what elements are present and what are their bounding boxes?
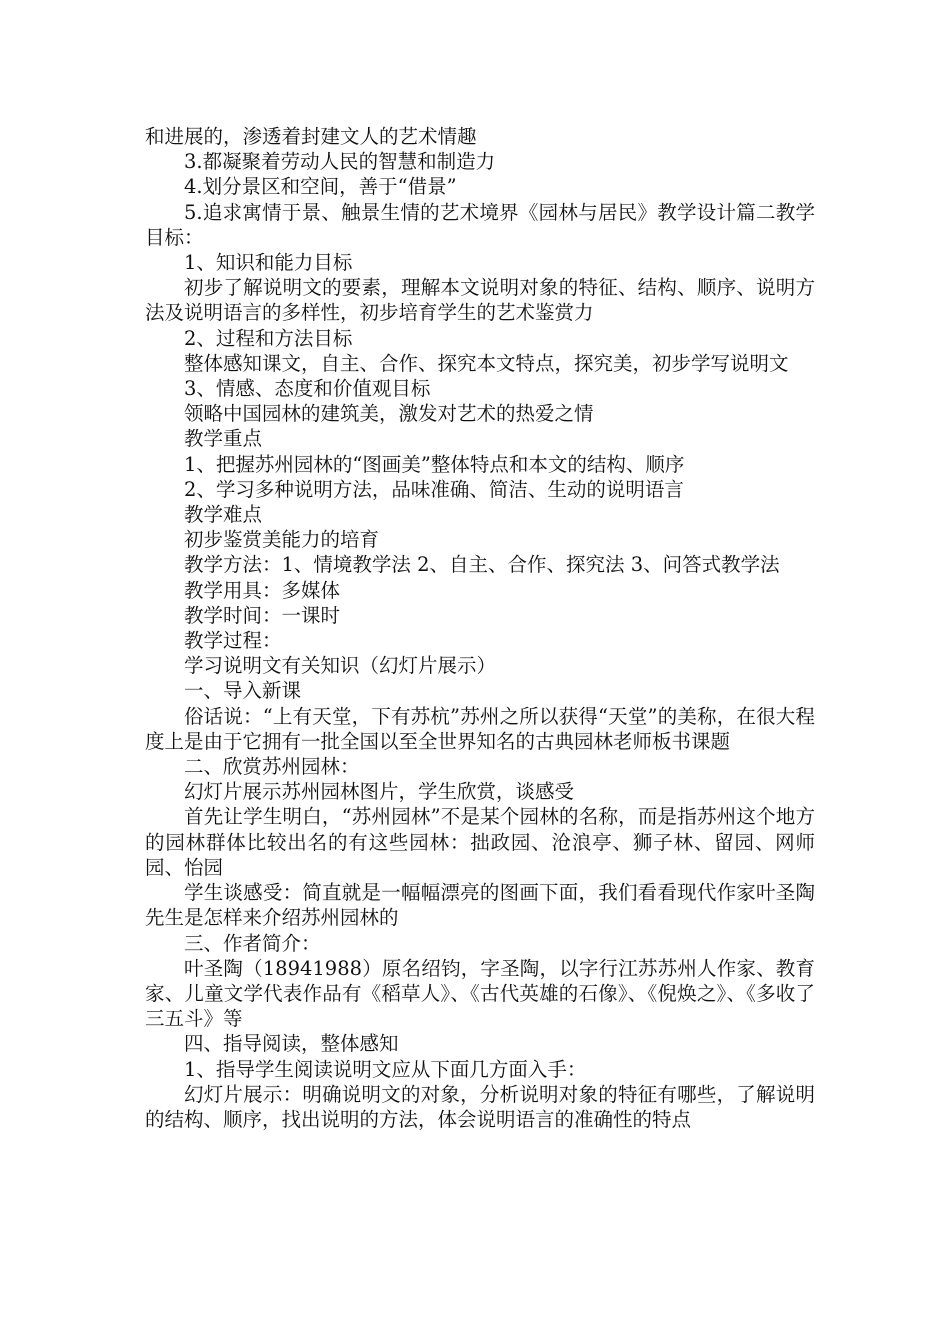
paragraph: 1、把握苏州园林的“图画美”整体特点和本文的结构、顺序 (184, 452, 685, 476)
paragraph: 教学时间：一课时 (184, 603, 341, 627)
paragraph: 初步鉴赏美能力的培育 (184, 528, 380, 552)
paragraph: 叶圣陶（18941988）原名绍钧，字圣陶，以字行江苏苏州人作家、教育家、儿童文学代表作品有《稻草人》、《古代英雄的石像》、《倪焕之》、《多收了三五斗》等 (145, 956, 815, 1031)
paragraph: 幻灯片展示：明确说明文的对象，分析说明对象的特征有哪些，了解说明的结构、顺序，找出说明的方法，体会说明语言的准确性的特点 (145, 1082, 815, 1131)
paragraph: 2、学习多种说明方法，品味准确、简洁、生动的说明语言 (184, 477, 684, 501)
paragraph: 3、情感、态度和价值观目标 (184, 377, 431, 401)
paragraph: 5.追求寓情于景、触景生情的艺术境界《园林与居民》教学设计篇二教学目标： (145, 200, 815, 249)
paragraph: 1、知识和能力目标 (184, 251, 353, 275)
section-heading: 二、欣赏苏州园林： (184, 755, 360, 779)
paragraph: 初步了解说明文的要素，理解本文说明对象的特征、结构、顺序、说明方法及说明语言的多样性，初步培育学生的艺术鉴赏力 (145, 276, 815, 325)
paragraph: 俗话说：“上有天堂，下有苏杭”苏州之所以获得“天堂”的美称，在很大程度上是由于它拥有一批全国以至全世界知名的古典园林老师板书课题 (145, 704, 815, 753)
paragraph: 学生谈感受：简直就是一幅幅漂亮的图画下面，我们看看现代作家叶圣陶先生是怎样来介绍苏州园林的 (145, 881, 815, 930)
paragraph: 整体感知课文，自主、合作、探究本文特点，探究美，初步学写说明文 (184, 351, 789, 375)
paragraph: 教学过程： (184, 629, 282, 653)
paragraph: 3.都凝聚着劳动人民的智慧和制造力 (184, 150, 496, 174)
section-heading: 三、作者简介： (184, 931, 321, 955)
section-heading: 一、导入新课 (184, 679, 302, 703)
paragraph: 首先让学生明白，“苏州园林”不是某个园林的名称，而是指苏州这个地方的园林群体比较出名的有这些园林：拙政园、沧浪亭、狮子林、留园、网师园、怡园 (145, 805, 815, 879)
paragraph: 教学用具：多媒体 (184, 578, 341, 602)
paragraph: 学习说明文有关知识（幻灯片展示） (184, 654, 497, 678)
paragraph: 1、指导学生阅读说明文应从下面几方面入手： (184, 1057, 587, 1081)
document-body (145, 124, 815, 1132)
paragraph: 和进展的，渗透着封建文人的艺术情趣 (145, 125, 477, 148)
paragraph: 4.划分景区和空间，善于“借景” (184, 175, 457, 199)
paragraph: 教学方法：1、情境教学法 2、自主、合作、探究法 3、问答式教学法 (184, 553, 780, 577)
paragraph: 领略中国园林的建筑美，激发对艺术的热爱之情 (184, 402, 594, 426)
section-heading: 教学难点 (184, 503, 263, 527)
section-heading: 教学重点 (184, 427, 263, 451)
section-heading: 四、指导阅读，整体感知 (184, 1032, 399, 1056)
paragraph: 幻灯片展示苏州园林图片，学生欣赏，谈感受 (184, 780, 575, 804)
paragraph: 2、过程和方法目标 (184, 326, 353, 350)
